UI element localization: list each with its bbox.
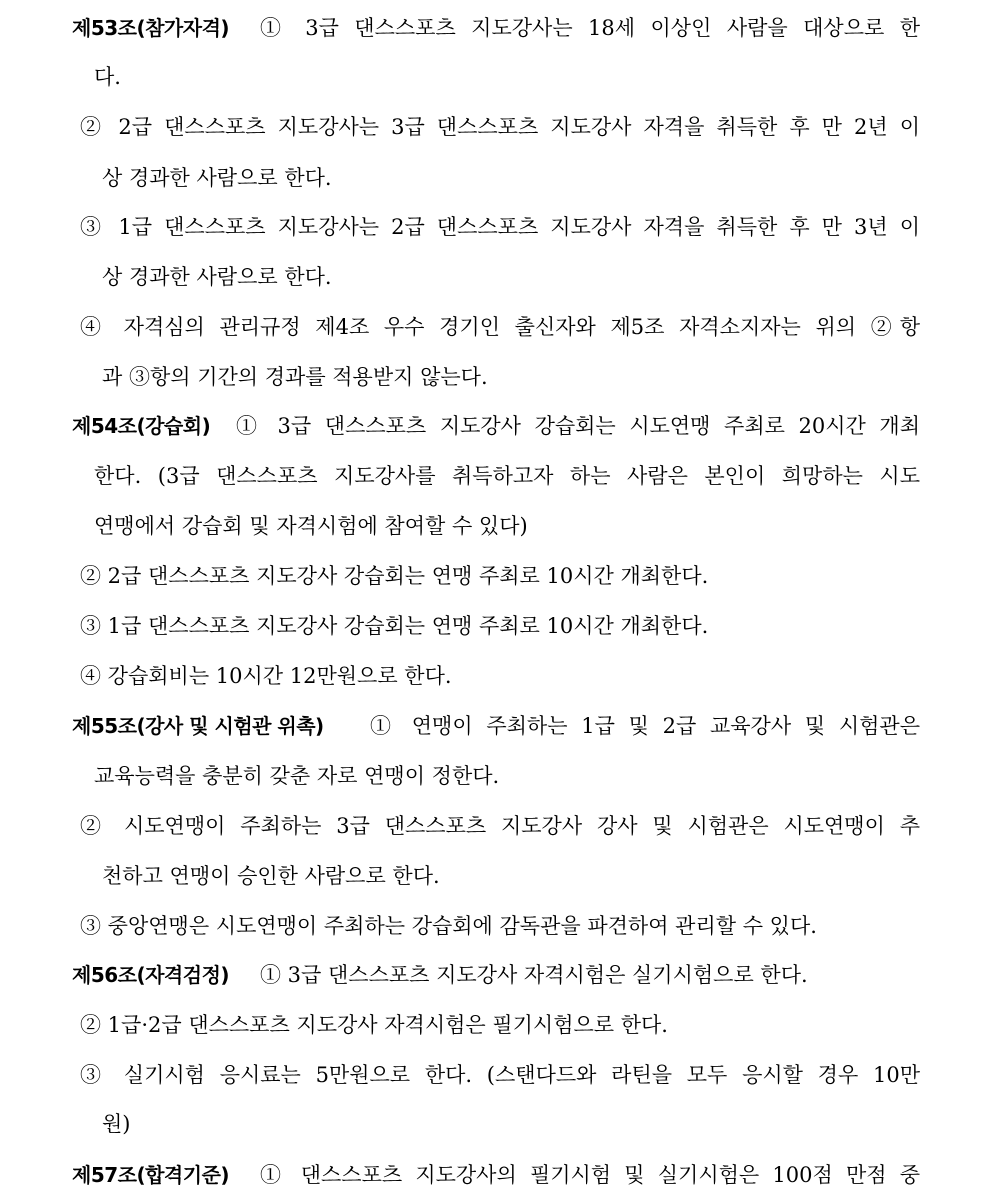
article-56-clause-3: ③ 실기시험 응시료는 5만원으로 한다. (스탠다드와 라틴을 모두 응시할 경우 10만: [80, 1063, 920, 1087]
article-54-clause-1: ① 3급 댄스스포츠 지도강사 강습회는 시도연맹 주최로 20시간 개최: [236, 414, 920, 438]
article-53-clause-2-cont: 상 경과한 사람으로 한다.: [102, 166, 332, 190]
article-55-clause-2: ② 시도연맹이 주최하는 3급 댄스스포츠 지도강사 강사 및 시험관은 시도연맹이 추: [80, 814, 920, 838]
article-55-clause-2-cont: 천하고 연맹이 승인한 사람으로 한다.: [102, 864, 440, 888]
article-55-clause-1: ① 연맹이 주최하는 1급 및 2급 교육강사 및 시험관은: [370, 714, 920, 738]
article-53-clause-3: ③ 1급 댄스스포츠 지도강사는 2급 댄스스포츠 지도강사 자격을 취득한 후 만 3년 이: [80, 215, 920, 239]
article-55-clause-3: ③ 중앙연맹은 시도연맹이 주최하는 강습회에 감독관을 파견하여 관리할 수 있다.: [80, 914, 817, 938]
article-55-heading: 제55조(강사 및 시험관 위촉): [72, 714, 324, 738]
article-54-clause-3: ③ 1급 댄스스포츠 지도강사 강습회는 연맹 주최로 10시간 개최한다.: [80, 614, 709, 638]
article-54-heading: 제54조(강습회): [72, 414, 211, 438]
article-53-clause-3-cont: 상 경과한 사람으로 한다.: [102, 265, 332, 289]
article-54-line-4: [0, 556, 992, 596]
article-55-line-3: [0, 806, 992, 846]
article-55-clause-1-cont: 교육능력을 충분히 갖춘 자로 연맹이 정한다.: [94, 764, 500, 788]
article-54-line-5: [0, 606, 992, 646]
article-53-clause-1-cont: 다.: [94, 65, 121, 89]
article-54-clause-2: ② 2급 댄스스포츠 지도강사 강습회는 연맹 주최로 10시간 개최한다.: [80, 564, 709, 588]
article-53-clause-1: ① 3급 댄스스포츠 지도강사는 18세 이상인 사람을 대상으로 한: [260, 16, 920, 40]
article-56-line-3: [0, 1055, 992, 1095]
article-56-heading: 제56조(자격검정): [72, 963, 230, 987]
article-56-line-4: [0, 1104, 992, 1144]
article-53-line-1: [0, 8, 992, 48]
article-56-clause-2: ② 1급·2급 댄스스포츠 지도강사 자격시험은 필기시험으로 한다.: [80, 1013, 668, 1037]
article-55-line-1: [0, 706, 992, 746]
article-56-clause-3-cont: 원): [102, 1112, 131, 1136]
article-53-line-5: [0, 207, 992, 247]
article-53-line-8: [0, 357, 992, 397]
article-54-clause-1-cont-1: 한다. (3급 댄스스포츠 지도강사를 취득하고자 하는 사람은 본인이 희망하는 시도: [94, 464, 920, 488]
article-54-clause-4: ④ 강습회비는 10시간 12만원으로 한다.: [80, 664, 452, 688]
article-57-line-1: [0, 1155, 992, 1195]
article-54-line-2: [0, 456, 992, 496]
article-55-line-4: [0, 856, 992, 896]
article-56-line-2: [0, 1005, 992, 1045]
article-57-clause-1: ① 댄스스포츠 지도강사의 필기시험 및 실기시험은 100점 만점 중: [260, 1163, 920, 1187]
article-56-line-1: [0, 955, 992, 995]
article-54-line-3: [0, 506, 992, 546]
article-53-line-6: [0, 257, 992, 297]
article-53-line-2: [0, 57, 992, 97]
article-55-line-2: [0, 756, 992, 796]
article-53-clause-4-cont: 과 ③항의 기간의 경과를 적용받지 않는다.: [102, 365, 488, 389]
article-53-line-7: [0, 307, 992, 347]
article-53-line-3: [0, 107, 992, 147]
article-53-heading: 제53조(참가자격): [72, 16, 230, 40]
article-57-heading: 제57조(합격기준): [72, 1163, 230, 1187]
article-54-line-1: [0, 406, 992, 446]
article-53-clause-4: ④ 자격심의 관리규정 제4조 우수 경기인 출신자와 제5조 자격소지자는 위의 ②항: [80, 315, 920, 339]
article-53-clause-2: ② 2급 댄스스포츠 지도강사는 3급 댄스스포츠 지도강사 자격을 취득한 후 만 2년 이: [80, 115, 920, 139]
article-54-clause-1-cont-2: 연맹에서 강습회 및 자격시험에 참여할 수 있다): [94, 514, 528, 538]
article-54-line-6: [0, 656, 992, 696]
article-53-line-4: [0, 158, 992, 198]
article-56-clause-1: ① 3급 댄스스포츠 지도강사 자격시험은 실기시험으로 한다.: [260, 963, 808, 987]
article-55-line-5: [0, 906, 992, 946]
